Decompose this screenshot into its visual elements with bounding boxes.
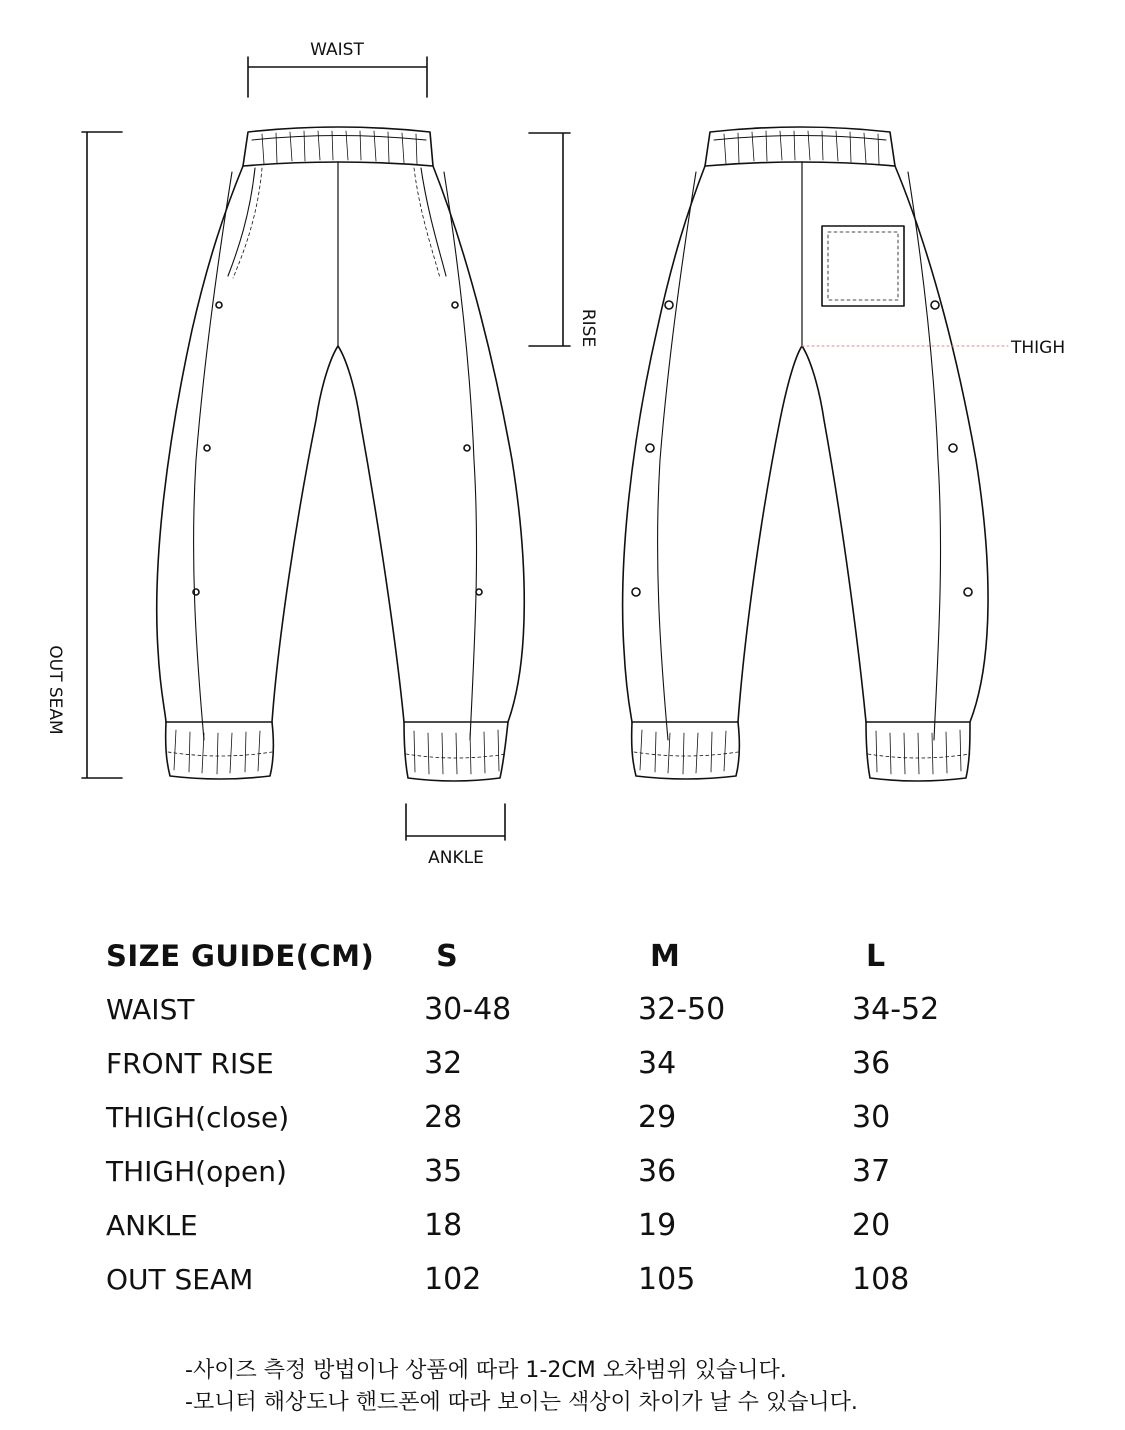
size-header-l: L <box>866 938 886 974</box>
cell-m: 32-50 <box>638 991 726 1027</box>
cell-m: 34 <box>638 1045 677 1081</box>
cell-s: 35 <box>424 1153 463 1189</box>
cell-l: 30 <box>852 1099 891 1135</box>
cell-s: 30-48 <box>424 991 512 1027</box>
cell-l: 36 <box>852 1045 891 1081</box>
row-label: THIGH(open) <box>106 1154 287 1188</box>
row-label: WAIST <box>106 992 195 1026</box>
ankle-label: ANKLE <box>428 848 484 868</box>
cell-m: 29 <box>638 1099 677 1135</box>
out-seam-label: OUT SEAM <box>45 645 65 735</box>
cell-m: 36 <box>638 1153 677 1189</box>
cell-s: 32 <box>424 1045 463 1081</box>
cell-l: 34-52 <box>852 991 940 1027</box>
table-row <box>106 982 1066 1036</box>
note-color-difference: -모니터 해상도나 핸드폰에 따라 보이는 색상이 차이가 날 수 있습니다. <box>185 1390 858 1415</box>
cell-m: 19 <box>638 1207 677 1243</box>
table-row <box>106 1036 1066 1090</box>
cell-s: 102 <box>424 1261 482 1297</box>
table-row <box>106 1144 1066 1198</box>
cell-l: 37 <box>852 1153 891 1189</box>
size-header-s: S <box>436 938 458 974</box>
back-view <box>623 127 988 781</box>
size-notes <box>185 1355 858 1419</box>
front-view <box>157 127 525 781</box>
cell-s: 18 <box>424 1207 463 1243</box>
out-seam-dimension <box>82 132 122 778</box>
waist-dimension <box>248 57 427 97</box>
cell-m: 105 <box>638 1261 696 1297</box>
rise-label: RISE <box>578 308 598 348</box>
table-row <box>106 1252 1066 1306</box>
rise-dimension <box>529 133 570 346</box>
row-label: OUT SEAM <box>106 1262 254 1296</box>
cell-s: 28 <box>424 1099 463 1135</box>
cell-l: 20 <box>852 1207 891 1243</box>
table-row <box>106 1198 1066 1252</box>
row-label: THIGH(close) <box>106 1100 290 1134</box>
ankle-dimension <box>406 804 505 840</box>
waist-label: WAIST <box>310 40 364 60</box>
table-header-row <box>106 930 1066 982</box>
row-label: ANKLE <box>106 1208 198 1242</box>
thigh-label: THIGH <box>1011 338 1066 358</box>
size-guide-table <box>106 930 1066 1306</box>
size-header-m: M <box>650 938 680 974</box>
table-row <box>106 1090 1066 1144</box>
cell-l: 108 <box>852 1261 910 1297</box>
size-guide-title: SIZE GUIDE(CM) <box>106 939 375 973</box>
note-measurement-tolerance: -사이즈 측정 방법이나 상품에 따라 1-2CM 오차범위 있습니다. <box>185 1358 787 1383</box>
row-label: FRONT RISE <box>106 1046 274 1080</box>
